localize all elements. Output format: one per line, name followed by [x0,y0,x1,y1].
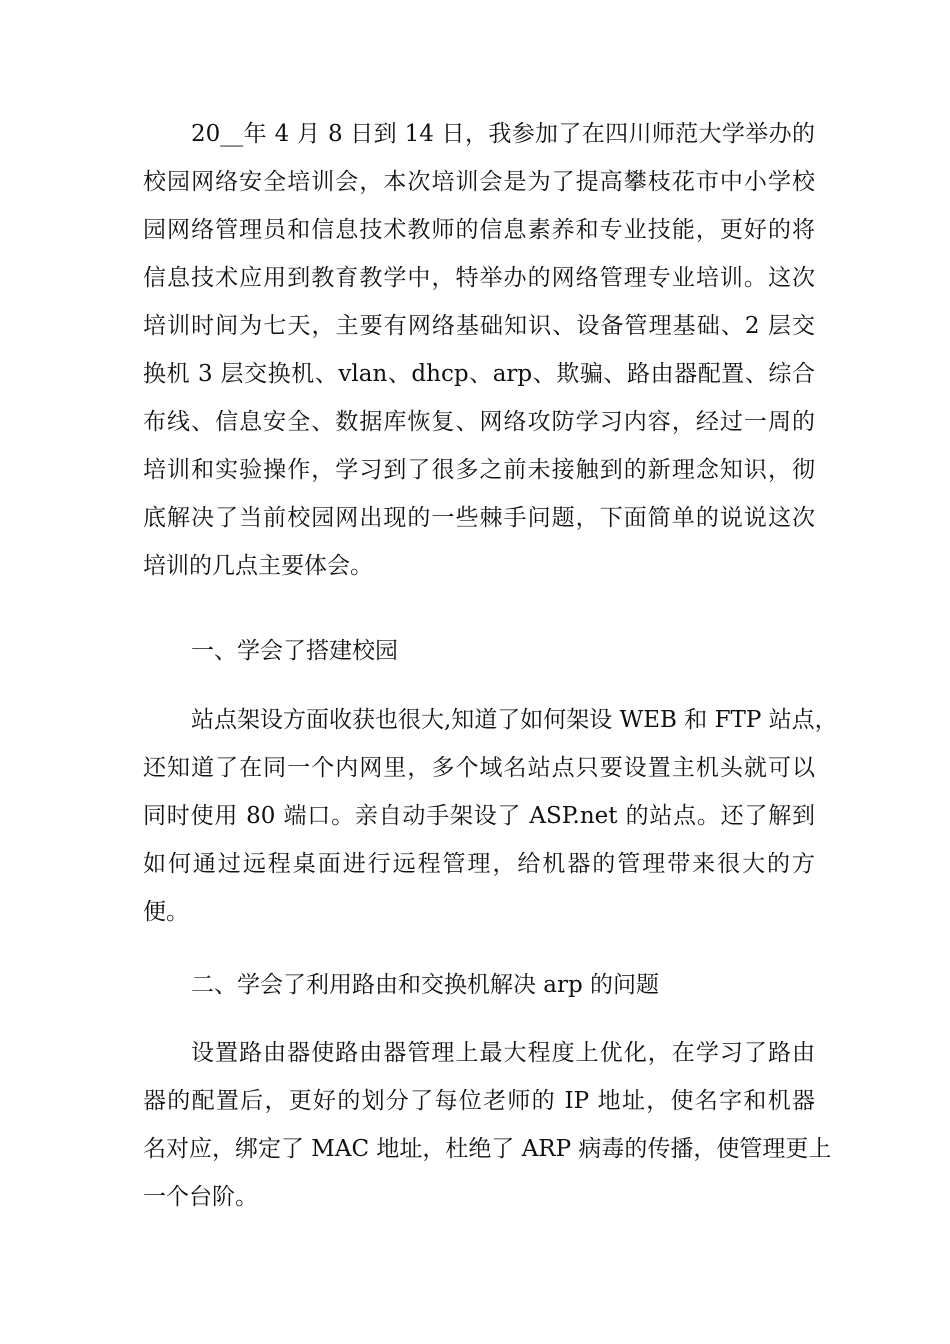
section-heading-1 [143,627,815,675]
paragraph-line: 信息技术应用到教育教学中，特举办的网络管理专业培训。这次 [143,265,815,291]
paragraph-line: 底解决了当前校园网出现的一些棘手问题，下面简单的说说这次 [143,505,815,531]
paragraph-line: 布线、信息安全、数据库恢复、网络攻防学习内容，经过一周的 [143,409,815,435]
paragraph-line: 园网络管理员和信息技术教师的信息素养和专业技能，更好的将 [143,217,815,243]
paragraph-line: 设置路由器使路由器管理上最大程度上优化，在学习了路由 [191,1040,815,1066]
section-1-paragraph [143,696,838,936]
paragraph-line: 还知道了在同一个内网里，多个域名站点只要设置主机头就可以 [143,755,815,781]
section-heading-2 [143,961,815,1009]
paragraph-line: 培训和实验操作，学习到了很多之前未接触到的新理念知识，彻 [143,457,815,483]
paragraph-line: 20__年 4 月 8 日到 14 日，我参加了在四川师范大学举办的 [191,121,815,147]
paragraph-line: 如何通过远程桌面进行远程管理，给机器的管理带来很大的方 [143,851,815,877]
paragraph-line: 站点架设方面收获也很大,知道了如何架设 WEB 和 FTP 站点， [191,707,838,733]
section-heading-text: 一、学会了搭建校园 [191,638,398,664]
paragraph-line: 培训时间为七天，主要有网络基础知识、设备管理基础、2 层交 [143,313,815,339]
paragraph-line: 便。 [143,899,189,925]
intro-paragraph [143,110,815,590]
paragraph-line: 器的配置后，更好的划分了每位老师的 IP 地址，使名字和机器 [143,1088,815,1114]
paragraph-line: 校园网络安全培训会，本次培训会是为了提高攀枝花市中小学校 [143,169,815,195]
section-heading-text: 二、学会了利用路由和交换机解决 arp 的问题 [191,972,660,998]
section-2-paragraph [143,1029,832,1221]
paragraph-line: 名对应，绑定了 MAC 地址，杜绝了 ARP 病毒的传播，使管理更上 [143,1136,832,1162]
paragraph-line: 培训的几点主要体会。 [143,553,373,579]
paragraph-line: 一个台阶。 [143,1184,258,1210]
paragraph-line: 换机 3 层交换机、vlan、dhcp、arp、欺骗、路由器配置、综合 [143,361,815,387]
paragraph-line: 同时使用 80 端口。亲自动手架设了 ASP.net 的站点。还了解到 [143,803,815,829]
